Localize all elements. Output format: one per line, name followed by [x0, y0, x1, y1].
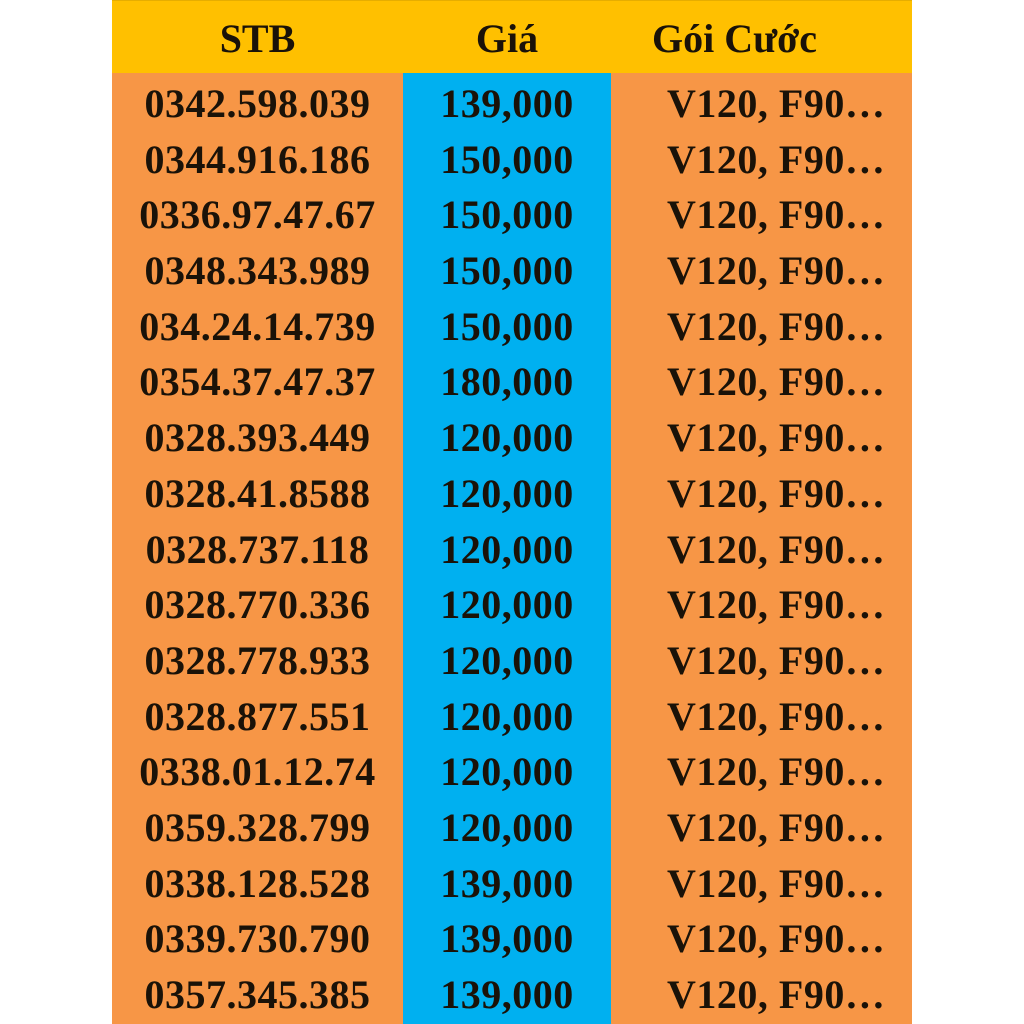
phone-number-cell: 0328.877.551: [144, 693, 371, 739]
phone-number-cell: 0338.128.528: [144, 860, 371, 906]
price-cell: 120,000: [440, 637, 574, 683]
plan-cell: V120, F90…: [667, 136, 886, 182]
table-row: [112, 521, 912, 577]
plan-cell: V120, F90…: [667, 415, 886, 461]
price-cell: 120,000: [440, 470, 574, 516]
sim-price-table: [112, 0, 912, 1024]
header-stb: STB: [219, 16, 296, 61]
table-row: [112, 465, 912, 521]
table-row: [112, 409, 912, 465]
phone-number-cell: 0354.37.47.37: [139, 359, 376, 405]
phone-number-cell: 0338.01.12.74: [139, 749, 376, 795]
price-cell: 150,000: [440, 248, 574, 294]
plan-cell: V120, F90…: [667, 359, 886, 405]
phone-number-cell: 034.24.14.739: [139, 303, 376, 349]
phone-number-cell: 0328.737.118: [145, 526, 370, 572]
price-cell: 139,000: [440, 972, 574, 1017]
plan-cell: V120, F90…: [667, 972, 886, 1017]
plan-cell: V120, F90…: [667, 804, 886, 850]
table-row: [112, 910, 912, 966]
plan-cell: V120, F90…: [667, 192, 886, 238]
table-row: [112, 298, 912, 354]
price-cell: 150,000: [440, 303, 574, 349]
price-cell: 120,000: [440, 693, 574, 739]
price-cell: 139,000: [440, 916, 574, 962]
table-row: [112, 353, 912, 409]
price-cell: 150,000: [440, 136, 574, 182]
phone-number-cell: 0357.345.385: [144, 972, 371, 1017]
phone-number-cell: 0342.598.039: [144, 81, 371, 126]
price-cell: 139,000: [440, 81, 574, 126]
table-header: [112, 0, 912, 73]
plan-cell: V120, F90…: [667, 637, 886, 683]
phone-number-cell: 0328.41.8588: [144, 470, 371, 516]
price-cell: 139,000: [440, 860, 574, 906]
table-row: [112, 242, 912, 298]
table-row: [112, 855, 912, 911]
phone-number-cell: 0339.730.790: [144, 916, 371, 962]
phone-number-cell: 0328.393.449: [144, 415, 371, 461]
price-cell: 120,000: [440, 749, 574, 795]
phone-number-cell: 0359.328.799: [144, 804, 371, 850]
price-cell: 120,000: [440, 415, 574, 461]
table-row: [112, 632, 912, 688]
table-row: [112, 743, 912, 799]
price-cell: 180,000: [440, 359, 574, 405]
phone-number-cell: 0344.916.186: [144, 136, 371, 182]
table-row: [112, 131, 912, 187]
table-body: [112, 73, 912, 1024]
plan-cell: V120, F90…: [667, 526, 886, 572]
phone-number-cell: 0328.778.933: [144, 637, 371, 683]
plan-cell: V120, F90…: [667, 582, 886, 628]
table-row: [112, 75, 912, 131]
table-row: [112, 966, 912, 1022]
plan-cell: V120, F90…: [667, 470, 886, 516]
plan-cell: V120, F90…: [667, 81, 886, 126]
price-cell: 120,000: [440, 582, 574, 628]
table-row: [112, 799, 912, 855]
plan-cell: V120, F90…: [667, 693, 886, 739]
plan-cell: V120, F90…: [667, 916, 886, 962]
plan-cell: V120, F90…: [667, 303, 886, 349]
price-cell: 120,000: [440, 526, 574, 572]
header-gia: Giá: [475, 16, 539, 61]
table-row: [112, 576, 912, 632]
plan-cell: V120, F90…: [667, 860, 886, 906]
price-cell: 150,000: [440, 192, 574, 238]
header-goi-cuoc: Gói Cước: [652, 16, 818, 61]
plan-cell: V120, F90…: [667, 749, 886, 795]
phone-number-cell: 0328.770.336: [144, 582, 371, 628]
price-cell: 120,000: [440, 804, 574, 850]
table-row: [112, 688, 912, 744]
plan-cell: V120, F90…: [667, 248, 886, 294]
table-row: [112, 186, 912, 242]
phone-number-cell: 0336.97.47.67: [139, 192, 376, 238]
table-rows: [112, 75, 912, 1022]
phone-number-cell: 0348.343.989: [144, 248, 371, 294]
